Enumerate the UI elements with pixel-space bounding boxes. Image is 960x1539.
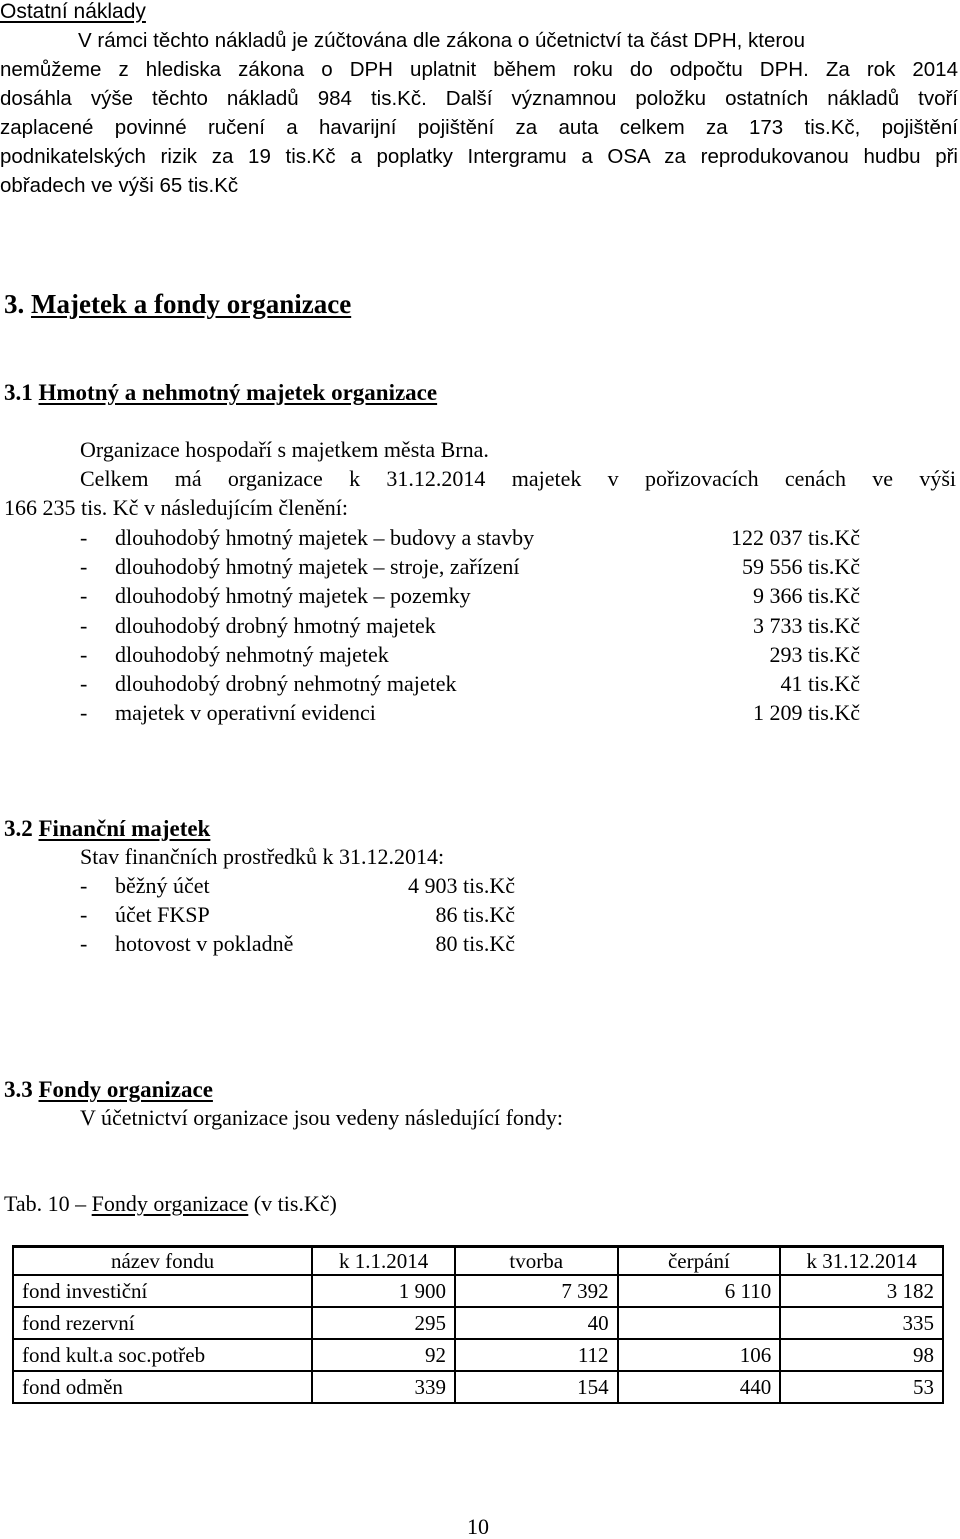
list-dash: - <box>80 902 88 927</box>
list-dash: - <box>80 700 88 726</box>
assets-intro-line: Organizace hospodaří s majetkem města Brna. <box>80 437 489 462</box>
asset-label: dlouhodobý hmotný majetek – budovy a stavby <box>115 525 535 550</box>
assets-breakdown-line: 166 235 tis. Kč v následujícím členění: <box>4 495 348 520</box>
paragraph-line: podnikatelských rizik za 19 tis.Kč a poplatky Intergramu a OSA za reprodukovanou hudbu při <box>0 145 958 168</box>
paragraph-line: obřadech ve výši 65 tis.Kč <box>0 174 239 197</box>
fund-value-cell: 40 <box>455 1307 618 1339</box>
fund-value-cell: 3 182 <box>780 1275 943 1307</box>
paragraph-line: dosáhla výše těchto nákladů 984 tis.Kč. Další významnou položku ostatních nákladů tvoří <box>0 87 958 110</box>
asset-value: 41 tis.Kč <box>780 671 860 696</box>
financial-item <box>80 874 515 898</box>
asset-item <box>80 701 860 725</box>
financial-item <box>80 903 515 927</box>
asset-value: 122 037 tis.Kč <box>731 525 860 550</box>
asset-value: 293 tis.Kč <box>769 641 860 667</box>
caption-title: Fondy organizace <box>91 1191 249 1216</box>
section-title: Hmotný a nehmotný majetek organizace <box>38 380 438 405</box>
asset-value: 59 556 tis.Kč <box>742 554 860 580</box>
list-dash: - <box>80 873 88 898</box>
paragraph-line: zaplacené povinné ručení a havarijní pojištění za auta celkem za 173 tis.Kč, pojištění <box>0 116 958 139</box>
page-number: 10 <box>467 1514 489 1539</box>
section-3-2-heading <box>4 817 210 840</box>
caption-prefix: Tab. 10 – <box>4 1191 87 1216</box>
asset-label: majetek v operativní evidenci <box>115 700 376 726</box>
section-3-1-heading <box>4 381 437 404</box>
list-dash: - <box>80 612 88 638</box>
asset-value: 1 209 tis.Kč <box>753 700 860 726</box>
fund-value-cell: 335 <box>780 1307 943 1339</box>
asset-item <box>80 643 860 667</box>
column-header: čerpání <box>618 1247 781 1276</box>
asset-item <box>80 584 860 608</box>
financial-value: 86 tis.Kč <box>435 902 515 927</box>
fund-value-cell <box>618 1307 781 1339</box>
fund-name-cell: fond investiční <box>13 1275 312 1307</box>
asset-item <box>80 672 860 696</box>
fund-value-cell: 7 392 <box>455 1275 618 1307</box>
fund-value-cell: 1 900 <box>312 1275 455 1307</box>
asset-label: dlouhodobý drobný nehmotný majetek <box>115 671 457 696</box>
funds-table <box>12 1245 944 1404</box>
column-header: k 31.12.2014 <box>780 1247 943 1276</box>
table-row <box>13 1339 943 1371</box>
fund-value-cell: 440 <box>618 1371 781 1403</box>
list-dash: - <box>80 525 88 550</box>
other-costs-paragraph <box>0 26 958 200</box>
fund-value-cell: 106 <box>618 1339 781 1371</box>
paragraph-line: V rámci těchto nákladů je zúčtována dle zákona o účetnictví ta část DPH, kterou <box>78 29 805 52</box>
section-title: Finanční majetek <box>38 816 211 841</box>
fund-value-cell: 339 <box>312 1371 455 1403</box>
table-row <box>13 1275 943 1307</box>
asset-label: dlouhodobý hmotný majetek – stroje, zařízení <box>115 554 520 580</box>
list-dash: - <box>80 931 88 956</box>
financial-value: 4 903 tis.Kč <box>408 873 515 898</box>
section-number: 3.1 <box>4 380 33 405</box>
paragraph-line: nemůžeme z hlediska zákona o DPH uplatnit během roku do odpočtu DPH. Za rok 2014 <box>0 58 958 81</box>
table-caption <box>4 1193 337 1215</box>
fund-value-cell: 6 110 <box>618 1275 781 1307</box>
list-dash: - <box>80 641 88 667</box>
assets-total-line: Celkem má organizace k 31.12.2014 majetek v pořizovacích cenách ve výši <box>80 466 956 491</box>
asset-value: 9 366 tis.Kč <box>753 583 860 609</box>
list-dash: - <box>80 671 88 696</box>
asset-label: dlouhodobý drobný hmotný majetek <box>115 612 436 638</box>
fund-name-cell: fond kult.a soc.potřeb <box>13 1339 312 1371</box>
list-dash: - <box>80 583 88 609</box>
section-title: Fondy organizace <box>38 1077 213 1102</box>
financial-item <box>80 932 515 956</box>
fund-name-cell: fond rezervní <box>13 1307 312 1339</box>
funds-intro: V účetnictví organizace jsou vedeny následující fondy: <box>80 1105 564 1130</box>
asset-item <box>80 526 860 550</box>
financial-value: 80 tis.Kč <box>435 931 515 956</box>
section-number: 3.2 <box>4 816 33 841</box>
column-header: název fondu <box>13 1247 312 1276</box>
financial-label: běžný účet <box>115 873 210 898</box>
table-header-row <box>13 1247 943 1276</box>
section-3-3-heading <box>4 1078 213 1101</box>
column-header: k 1.1.2014 <box>312 1247 455 1276</box>
other-costs-heading: Ostatní náklady <box>0 0 146 23</box>
caption-suffix: (v tis.Kč) <box>253 1191 337 1216</box>
fund-value-cell: 98 <box>780 1339 943 1371</box>
fund-value-cell: 295 <box>312 1307 455 1339</box>
fund-value-cell: 53 <box>780 1371 943 1403</box>
section-title: Majetek a fondy organizace <box>31 289 352 319</box>
asset-item <box>80 614 860 638</box>
asset-item <box>80 555 860 579</box>
financial-label: hotovost v pokladně <box>115 931 294 956</box>
table-row <box>13 1371 943 1403</box>
financial-label: účet FKSP <box>115 902 210 927</box>
fund-name-cell: fond odměn <box>13 1371 312 1403</box>
asset-value: 3 733 tis.Kč <box>753 612 860 638</box>
list-dash: - <box>80 554 88 580</box>
fund-value-cell: 112 <box>455 1339 618 1371</box>
fund-value-cell: 154 <box>455 1371 618 1403</box>
column-header: tvorba <box>455 1247 618 1276</box>
table-row <box>13 1307 943 1339</box>
asset-label: dlouhodobý hmotný majetek – pozemky <box>115 583 471 609</box>
fund-value-cell: 92 <box>312 1339 455 1371</box>
section-number: 3.3 <box>4 1077 33 1102</box>
financial-intro: Stav finančních prostředků k 31.12.2014: <box>80 844 445 869</box>
section-number: 3. <box>4 289 25 319</box>
asset-label: dlouhodobý nehmotný majetek <box>115 641 389 667</box>
section-3-heading <box>4 291 351 318</box>
